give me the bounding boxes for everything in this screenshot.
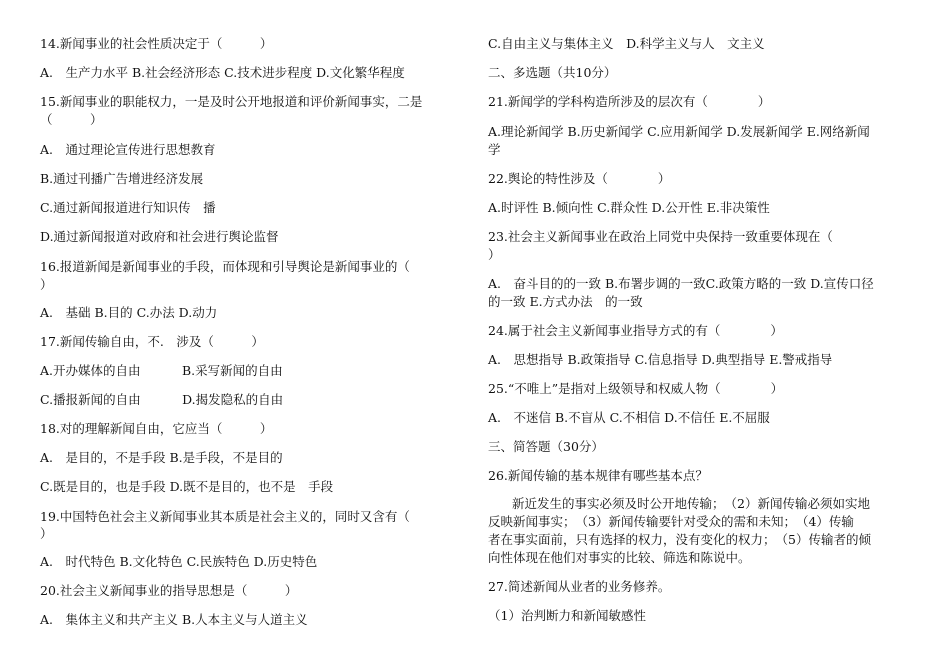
question-23-cont: ）: [488, 247, 501, 262]
options-24: A. 思想指导 B.政策指导 C.信息指导 D.典型指导 E.警戒指导: [488, 352, 833, 367]
question-16: 16.报道新闻是新闻事业的手段，而体现和引导舆论是新闻事业的（: [40, 259, 410, 274]
options-21: A.理论新闻学 B.历史新闻学 C.应用新闻学 D.发展新闻学 E.网络新闻: [488, 124, 870, 139]
options-17ab: A.开办媒体的自由 B.采写新闻的自由: [40, 363, 283, 378]
question-15: 15.新闻事业的职能权力，一是及时公开地报道和评价新闻事实，二是: [40, 94, 423, 109]
options-20cd: C.自由主义与集体主义 D.科学主义与人 文主义: [488, 36, 765, 51]
answer-26-line-4: 向性体现在他们对事实的比较、筛选和陈说中。: [488, 550, 751, 565]
options-25: A. 不迷信 B.不盲从 C.不相信 D.不信任 E.不屈服: [488, 410, 770, 425]
question-15-cont: （ ）: [40, 112, 103, 127]
question-26: 26.新闻传输的基本规律有哪些基本点？: [488, 468, 708, 483]
options-23: A. 奋斗目的的一致 B.布署步调的一致C.政策方略的一致 D.宣传口径: [488, 276, 874, 291]
answer-26-line-3: 者在事实面前，只有选择的权力，没有变化的权力； （5）传输者的倾: [488, 532, 871, 547]
answer-27-line-1: （1）治判断力和新闻敏感性: [488, 608, 646, 623]
question-19-cont: ）: [40, 526, 53, 541]
option-15b: B.通过刊播广告增进经济发展: [40, 171, 204, 186]
question-24: 24.属于社会主义新闻事业指导方式的有（ ）: [488, 323, 783, 338]
section-heading-short-answer: 三、简答题（30分）: [488, 439, 604, 454]
question-18: 18.对的理解新闻自由，它应当（ ）: [40, 421, 273, 436]
question-27: 27.简述新闻从业者的业务修养。: [488, 579, 671, 594]
options-18ab: A. 是目的，不是手段 B.是手段，不是目的: [40, 450, 283, 465]
options-20ab: A. 集体主义和共产主义 B.人本主义与人道主义: [40, 612, 308, 627]
options-21-cont: 学: [488, 142, 501, 157]
option-15c: C.通过新闻报道进行知识传 播: [40, 200, 216, 215]
options-14: A. 生产力水平 B.社会经济形态 C.技术进步程度 D.文化繁华程度: [40, 65, 405, 80]
options-19: A. 时代特色 B.文化特色 C.民族特色 D.历史特色: [40, 554, 318, 569]
options-17cd: C.播报新闻的自由 D.揭发隐私的自由: [40, 392, 284, 407]
options-18cd: C.既是目的，也是手段 D.既不是目的，也不是 手段: [40, 479, 334, 494]
question-14: 14.新闻事业的社会性质决定于（ ）: [40, 36, 273, 51]
answer-26-line-1: 新近发生的事实必须及时公开地传输； （2）新闻传输必须如实地: [512, 496, 870, 511]
question-16-cont: ）: [40, 277, 53, 292]
question-17: 17.新闻传输自由，不. 涉及（ ）: [40, 334, 264, 349]
question-19: 19.中国特色社会主义新闻事业其本质是社会主义的，同时又含有（: [40, 509, 410, 524]
option-15a: A. 通过理论宣传进行思想教育: [40, 142, 216, 157]
options-16: A. 基础 B.目的 C.办法 D.动力: [40, 305, 218, 320]
question-20: 20.社会主义新闻事业的指导思想是（ ）: [40, 583, 298, 598]
section-heading-multiple-choice: 二、多选题（共10分）: [488, 65, 617, 80]
options-22: A.时评性 B.倾向性 C.群众性 D.公开性 E.非决策性: [488, 200, 770, 215]
question-25: 25.“不唯上”是指对上级领导和权威人物（ ）: [488, 381, 784, 396]
option-15d: D.通过新闻报道对政府和社会进行舆论监督: [40, 229, 279, 244]
options-23-cont: 的一致 E.方式办法 的一致: [488, 294, 643, 309]
answer-26-line-2: 反映新闻事实； （3）新闻传输要针对受众的需和未知； （4）传输: [488, 514, 854, 529]
question-22: 22.舆论的特性涉及（ ）: [488, 171, 671, 186]
question-21: 21.新闻学的学科构造所涉及的层次有（ ）: [488, 94, 771, 109]
question-23: 23.社会主义新闻事业在政治上同党中央保持一致重要体现在（: [488, 229, 833, 244]
